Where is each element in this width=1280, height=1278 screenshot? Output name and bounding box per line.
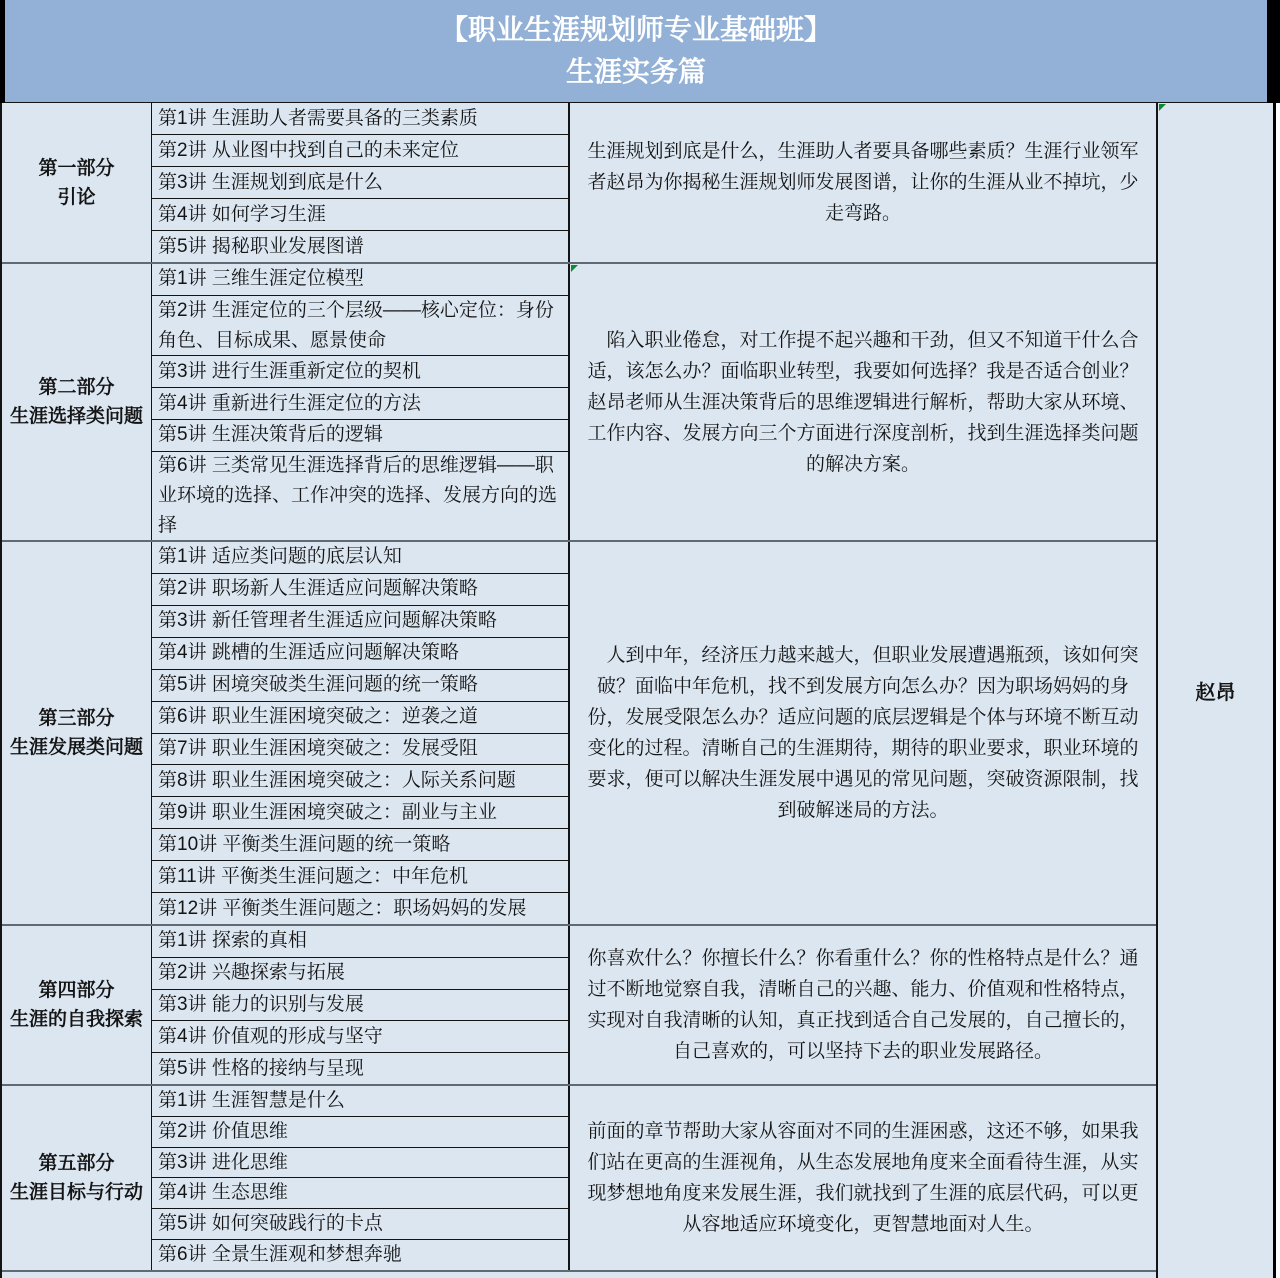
lecture-title: 第6讲 全景生涯观和梦想奔驰 <box>158 1244 402 1266</box>
lecture-cell[interactable] <box>152 542 568 574</box>
lecture-cell[interactable] <box>152 958 568 990</box>
lecture-title: 第3讲 生涯规划到底是什么 <box>158 171 383 193</box>
section-part-name: 引论 <box>57 186 96 208</box>
lecture-title: 第3讲 能力的识别与发展 <box>158 994 364 1015</box>
lecture-list <box>152 264 570 540</box>
section-description-cell[interactable] <box>570 926 1156 1084</box>
lecture-title: 第4讲 重新进行生涯定位的方法 <box>158 392 421 414</box>
section-part-label: 第一部分 <box>38 157 115 179</box>
lecture-cell[interactable] <box>152 893 568 924</box>
lecture-title: 第2讲 生涯定位的三个层级——核心定位：身份角色、目标成果、愿景使命 <box>158 299 554 351</box>
lecture-cell[interactable] <box>152 638 568 670</box>
section-part-label: 第四部分 <box>38 980 115 1001</box>
course-table-body <box>0 103 1156 1272</box>
section-part-name: 生涯目标与行动 <box>9 1182 143 1203</box>
lecture-cell[interactable] <box>152 990 568 1022</box>
lecture-cell[interactable] <box>152 1178 568 1209</box>
section-part-name: 生涯发展类问题 <box>9 737 143 758</box>
lecture-cell[interactable] <box>152 452 568 540</box>
lecture-title: 第8讲 职业生涯困境突破之：人际关系问题 <box>158 769 516 791</box>
instructor-cell[interactable] <box>1156 103 1276 1278</box>
lecture-list <box>152 103 570 262</box>
lecture-title: 第5讲 性格的接纳与呈现 <box>158 1057 364 1079</box>
lecture-title: 第1讲 探索的真相 <box>158 930 307 952</box>
lecture-cell[interactable] <box>152 296 568 357</box>
section-part-name: 生涯选择类问题 <box>9 406 143 427</box>
lecture-title: 第4讲 生态思维 <box>158 1182 288 1204</box>
lecture-cell[interactable] <box>152 264 568 296</box>
lecture-cell[interactable] <box>152 356 568 388</box>
cell-error-flag-icon <box>1159 104 1166 111</box>
lecture-title: 第6讲 职业生涯困境突破之：逆袭之道 <box>158 706 478 728</box>
lecture-cell[interactable] <box>152 1240 568 1270</box>
lecture-title: 第5讲 生涯决策背后的逻辑 <box>158 424 383 446</box>
lecture-cell[interactable] <box>152 829 568 861</box>
section-description-cell[interactable] <box>570 542 1156 924</box>
section-description-text: 生涯规划到底是什么，生涯助人者要具备哪些素质？生涯行业领军者赵昂为你揭秘生涯规划师发展图谱，让你的生涯从业不掉坑，少走弯路。 <box>587 141 1139 224</box>
lecture-title: 第2讲 价值思维 <box>158 1120 288 1142</box>
lecture-title: 第3讲 新任管理者生涯适应问题解决策略 <box>158 610 497 632</box>
section-row-4 <box>2 926 1156 1086</box>
lecture-cell[interactable] <box>152 388 568 420</box>
section-row-1 <box>2 103 1156 264</box>
lecture-title: 第4讲 跳槽的生涯适应问题解决策略 <box>158 642 459 664</box>
section-description-text: 你喜欢什么？你擅长什么？你看重什么？你的性格特点是什么？通过不断地觉察自我，清晰自己的兴趣、能力、价值观和性格特点，实现对自我清晰的认知，真正找到适合自己发展的，自己擅长的，自己喜欢的，可以坚持下去的职业发展路径。 <box>587 948 1139 1062</box>
course-subtitle: 生涯实务篇 <box>565 56 706 87</box>
lecture-cell[interactable] <box>152 797 568 829</box>
lecture-title: 第9讲 职业生涯困境突破之：副业与主业 <box>158 801 497 823</box>
table-header <box>0 0 1280 103</box>
lecture-title: 第3讲 进行生涯重新定位的契机 <box>158 360 421 382</box>
section-description-text: 陷入职业倦怠，对工作提不起兴趣和干劲，但又不知道干什么合适，该怎么办？面临职业转型，我要如何选择？我是否适合创业？赵昂老师从生涯决策背后的思维逻辑进行解析，帮助大家从环境、工作内容、发展方向三个方面进行深度剖析，找到生涯选择类问题的解决方案。 <box>587 329 1139 475</box>
lecture-cell[interactable] <box>152 1148 568 1179</box>
lecture-cell[interactable] <box>152 1053 568 1084</box>
lecture-cell[interactable] <box>152 861 568 893</box>
header-title-cell[interactable] <box>5 0 1267 103</box>
lecture-cell[interactable] <box>152 765 568 797</box>
lecture-cell[interactable] <box>152 734 568 766</box>
section-description-text: 前面的章节帮助大家从容面对不同的生涯困惑，这还不够，如果我们站在更高的生涯视角，从生态发展地角度来全面看待生涯，从实现梦想地角度来发展生涯，我们就找到了生涯的底层代码，可以更从容地适应环境变化，更智慧地面对人生。 <box>587 1121 1139 1235</box>
lecture-cell[interactable] <box>152 574 568 606</box>
lecture-cell[interactable] <box>152 231 568 262</box>
lecture-title: 第6讲 三类常见生涯选择背后的思维逻辑——职业环境的选择、工作冲突的选择、发展方向的选择 <box>158 454 558 536</box>
section-description-cell[interactable] <box>570 103 1156 262</box>
lecture-title: 第5讲 如何突破践行的卡点 <box>158 1213 383 1235</box>
lecture-title: 第5讲 揭秘职业发展图谱 <box>158 235 364 257</box>
lecture-cell[interactable] <box>152 926 568 958</box>
lecture-title: 第1讲 适应类问题的底层认知 <box>158 546 402 568</box>
lecture-cell[interactable] <box>152 1209 568 1240</box>
section-label-cell[interactable] <box>2 264 152 540</box>
section-part-name: 生涯的自我探索 <box>9 1009 143 1030</box>
section-label-cell[interactable] <box>2 926 152 1084</box>
lecture-title: 第7讲 职业生涯困境突破之：发展受阻 <box>158 738 478 759</box>
section-part-label: 第三部分 <box>38 708 115 729</box>
section-label-cell[interactable] <box>2 103 152 262</box>
lecture-cell[interactable] <box>152 1117 568 1148</box>
lecture-title: 第11讲 平衡类生涯问题之：中年危机 <box>158 865 469 887</box>
section-row-2 <box>2 264 1156 542</box>
lecture-title: 第1讲 生涯助人者需要具备的三类素质 <box>158 107 478 129</box>
lecture-title: 第2讲 兴趣探索与拓展 <box>158 962 345 984</box>
instructor-name: 赵昂 <box>1195 682 1236 704</box>
lecture-cell[interactable] <box>152 702 568 734</box>
section-part-label: 第二部分 <box>38 377 115 398</box>
lecture-cell[interactable] <box>152 1086 568 1117</box>
lecture-title: 第2讲 从业图中找到自己的未来定位 <box>158 139 459 161</box>
lecture-title: 第4讲 如何学习生涯 <box>158 203 326 225</box>
lecture-title: 第10讲 平衡类生涯问题的统一策略 <box>158 833 451 855</box>
next-row-partial <box>0 1272 1156 1278</box>
section-row-3 <box>2 542 1156 926</box>
lecture-cell[interactable] <box>152 670 568 702</box>
cell-error-flag-icon <box>571 265 578 272</box>
lecture-title: 第12讲 平衡类生涯问题之：职场妈妈的发展 <box>158 897 527 919</box>
lecture-cell[interactable] <box>152 103 568 135</box>
lecture-title: 第1讲 三维生涯定位模型 <box>158 268 364 290</box>
lecture-cell[interactable] <box>152 1021 568 1053</box>
section-part-label: 第五部分 <box>38 1153 115 1174</box>
lecture-cell[interactable] <box>152 135 568 167</box>
section-description-text: 人到中年，经济压力越来越大，但职业发展遭遇瓶颈，该如何突破？面临中年危机，找不到发展方向怎么办？因为职场妈妈的身份，发展受限怎么办？适应问题的底层逻辑是个体与环境不断互动变化的过程。清晰自己的生涯期待，期待的职业要求，职业环境的要求，便可以解决生涯发展中遇见的常见问题，突破资源限制，找到破解迷局的方法。 <box>587 645 1139 821</box>
course-title: 【职业生涯规划师专业基础班】 <box>439 14 832 45</box>
lecture-cell[interactable] <box>152 606 568 638</box>
lecture-title: 第3讲 进化思维 <box>158 1151 288 1173</box>
lecture-list <box>152 542 570 924</box>
section-row-5 <box>2 1086 1156 1272</box>
lecture-list <box>152 1086 570 1270</box>
section-label-cell[interactable] <box>2 542 152 924</box>
section-label-cell[interactable] <box>2 1086 152 1270</box>
lecture-title: 第2讲 职场新人生涯适应问题解决策略 <box>158 578 478 600</box>
section-description-cell[interactable] <box>570 264 1156 540</box>
lecture-title: 第1讲 生涯智慧是什么 <box>158 1089 345 1111</box>
lecture-cell[interactable] <box>152 199 568 231</box>
lecture-title: 第5讲 困境突破类生涯问题的统一策略 <box>158 674 478 696</box>
lecture-cell[interactable] <box>152 420 568 452</box>
lecture-list <box>152 926 570 1084</box>
section-description-cell[interactable] <box>570 1086 1156 1270</box>
lecture-title: 第4讲 价值观的形成与坚守 <box>158 1025 383 1047</box>
lecture-cell[interactable] <box>152 167 568 199</box>
